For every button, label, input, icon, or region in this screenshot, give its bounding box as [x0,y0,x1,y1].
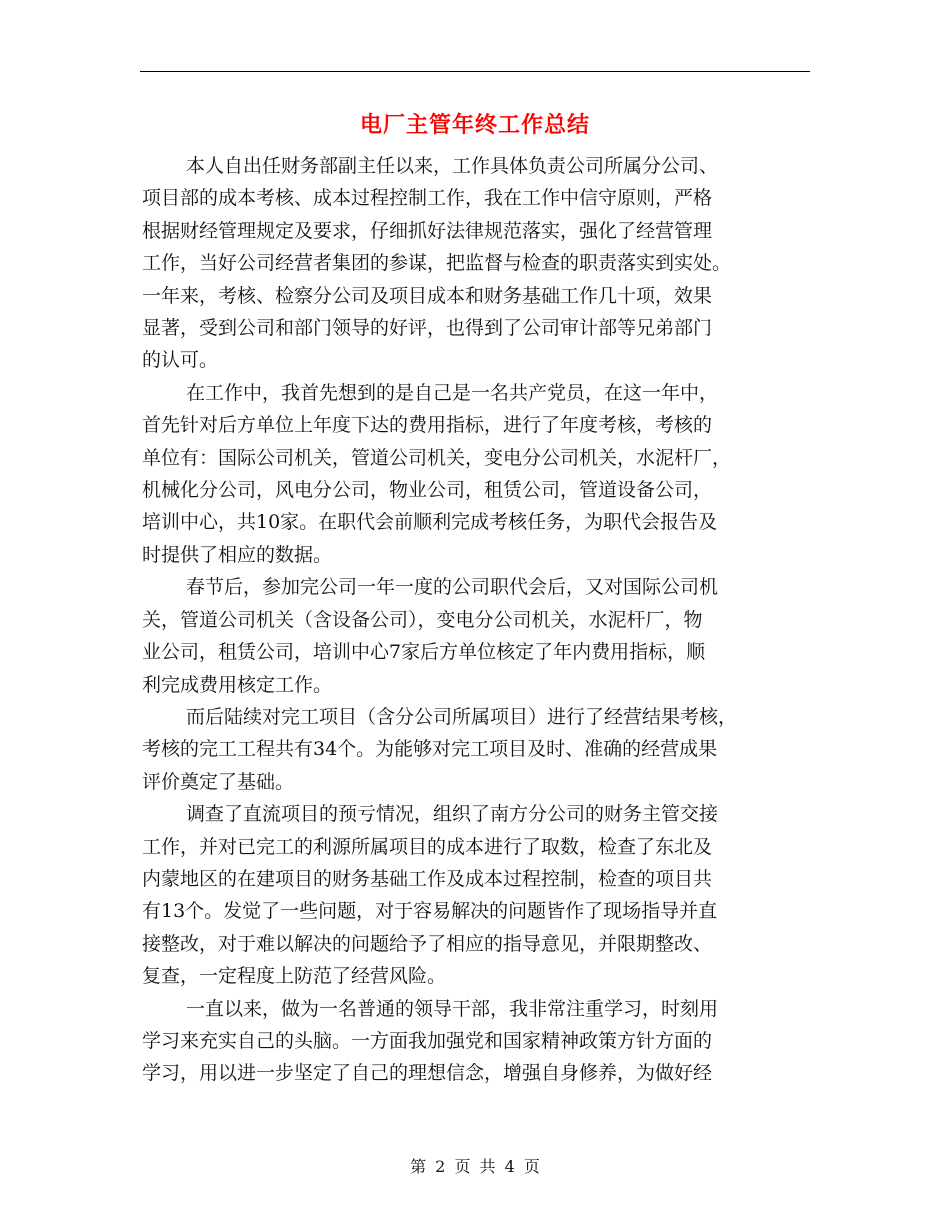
header-rule [140,71,810,72]
document-body [142,150,810,1090]
paragraph [142,993,810,1090]
paragraph-line: 培训中心，共10家。在职代会前顺利完成考核任务，为职代会报告及 [142,511,718,534]
paragraph [142,571,810,701]
paragraph-line: 学习，用以进一步坚定了自己的理想信念，增强自身修养，为做好经 [142,1062,713,1085]
paragraph-line: 在工作中，我首先想到的是自己是一名共产党员，在这一年中， [186,381,719,404]
paragraph-line: 春节后，参加完公司一年一度的公司职代会后，又对国际公司机 [186,576,719,599]
paragraph-line: 的认可。 [142,349,219,372]
paragraph-line: 工作，当好公司经营者集团的参谋，把监督与检查的职责落实到实处。 [142,252,732,275]
paragraph-line: 学习来充实自己的头脑。一方面我加强党和国家精神政策方针方面的 [142,1029,713,1052]
paragraph-line: 单位有：国际公司机关，管道公司机关，变电分公司机关，水泥杆厂， [142,446,732,469]
paragraph-line: 复查，一定程度上防范了经营风险。 [142,965,447,988]
paragraph [142,798,810,992]
document-title: 电厂主管年终工作总结 [359,112,590,138]
paragraph-line: 本人自出任财务部副主任以来，工作具体负责公司所属分公司、 [186,155,719,177]
paragraph-line: 工作，并对已完工的利源所属项目的成本进行了取数，检查了东北及 [142,835,713,858]
paragraph-line: 业公司，租赁公司，培训中心7家后方单位核定了年内费用指标，顺 [142,641,706,664]
paragraph-line: 根据财经管理规定及要求，仔细抓好法律规范落实，强化了经营管理 [142,219,713,242]
paragraph-line: 考核的完工工程共有34个。为能够对完工项目及时、准确的经营成果 [142,738,718,761]
paragraph [142,701,810,798]
paragraph-line: 而后陆续对完工项目（含分公司所属项目）进行了经营结果考核， [186,705,738,728]
paragraph-line: 机械化分公司，风电分公司，物业公司，租赁公司，管道设备公司， [142,479,713,502]
paragraph-line: 有13个。发觉了一些问题，对于容易解决的问题皆作了现场指导并直 [142,900,718,923]
paragraph-line: 一年来，考核、检察分公司及项目成本和财务基础工作几十项，效果 [142,284,713,307]
page-number: 第 2 页 共 4 页 [410,1157,540,1176]
paragraph-line: 项目部的成本考核、成本过程控制工作，我在工作中信守原则，严格 [142,187,713,210]
paragraph-line: 显著，受到公司和部门领导的好评，也得到了公司审计部等兄弟部门 [142,317,713,340]
paragraph-line: 关，管道公司机关（含设备公司），变电分公司机关，水泥杆厂，物 [142,608,703,631]
paragraph-line: 一直以来，做为一名普通的领导干部，我非常注重学习，时刻用 [186,997,719,1020]
paragraph-line: 内蒙地区的在建项目的财务基础工作及成本过程控制，检查的项目共 [142,867,713,890]
paragraph-line: 首先针对后方单位上年度下达的费用指标，进行了年度考核，考核的 [142,414,713,437]
paragraph-line: 利完成费用核定工作。 [142,673,333,696]
paragraph-line: 接整改，对于难以解决的问题给予了相应的指导意见，并限期整改、 [142,932,713,955]
paragraph [142,150,810,377]
paragraph-line: 时提供了相应的数据。 [142,543,333,566]
paragraph [142,377,810,571]
paragraph-line: 评价奠定了基础。 [142,770,295,793]
paragraph-line: 调查了直流项目的预亏情况，组织了南方分公司的财务主管交接 [186,803,719,826]
